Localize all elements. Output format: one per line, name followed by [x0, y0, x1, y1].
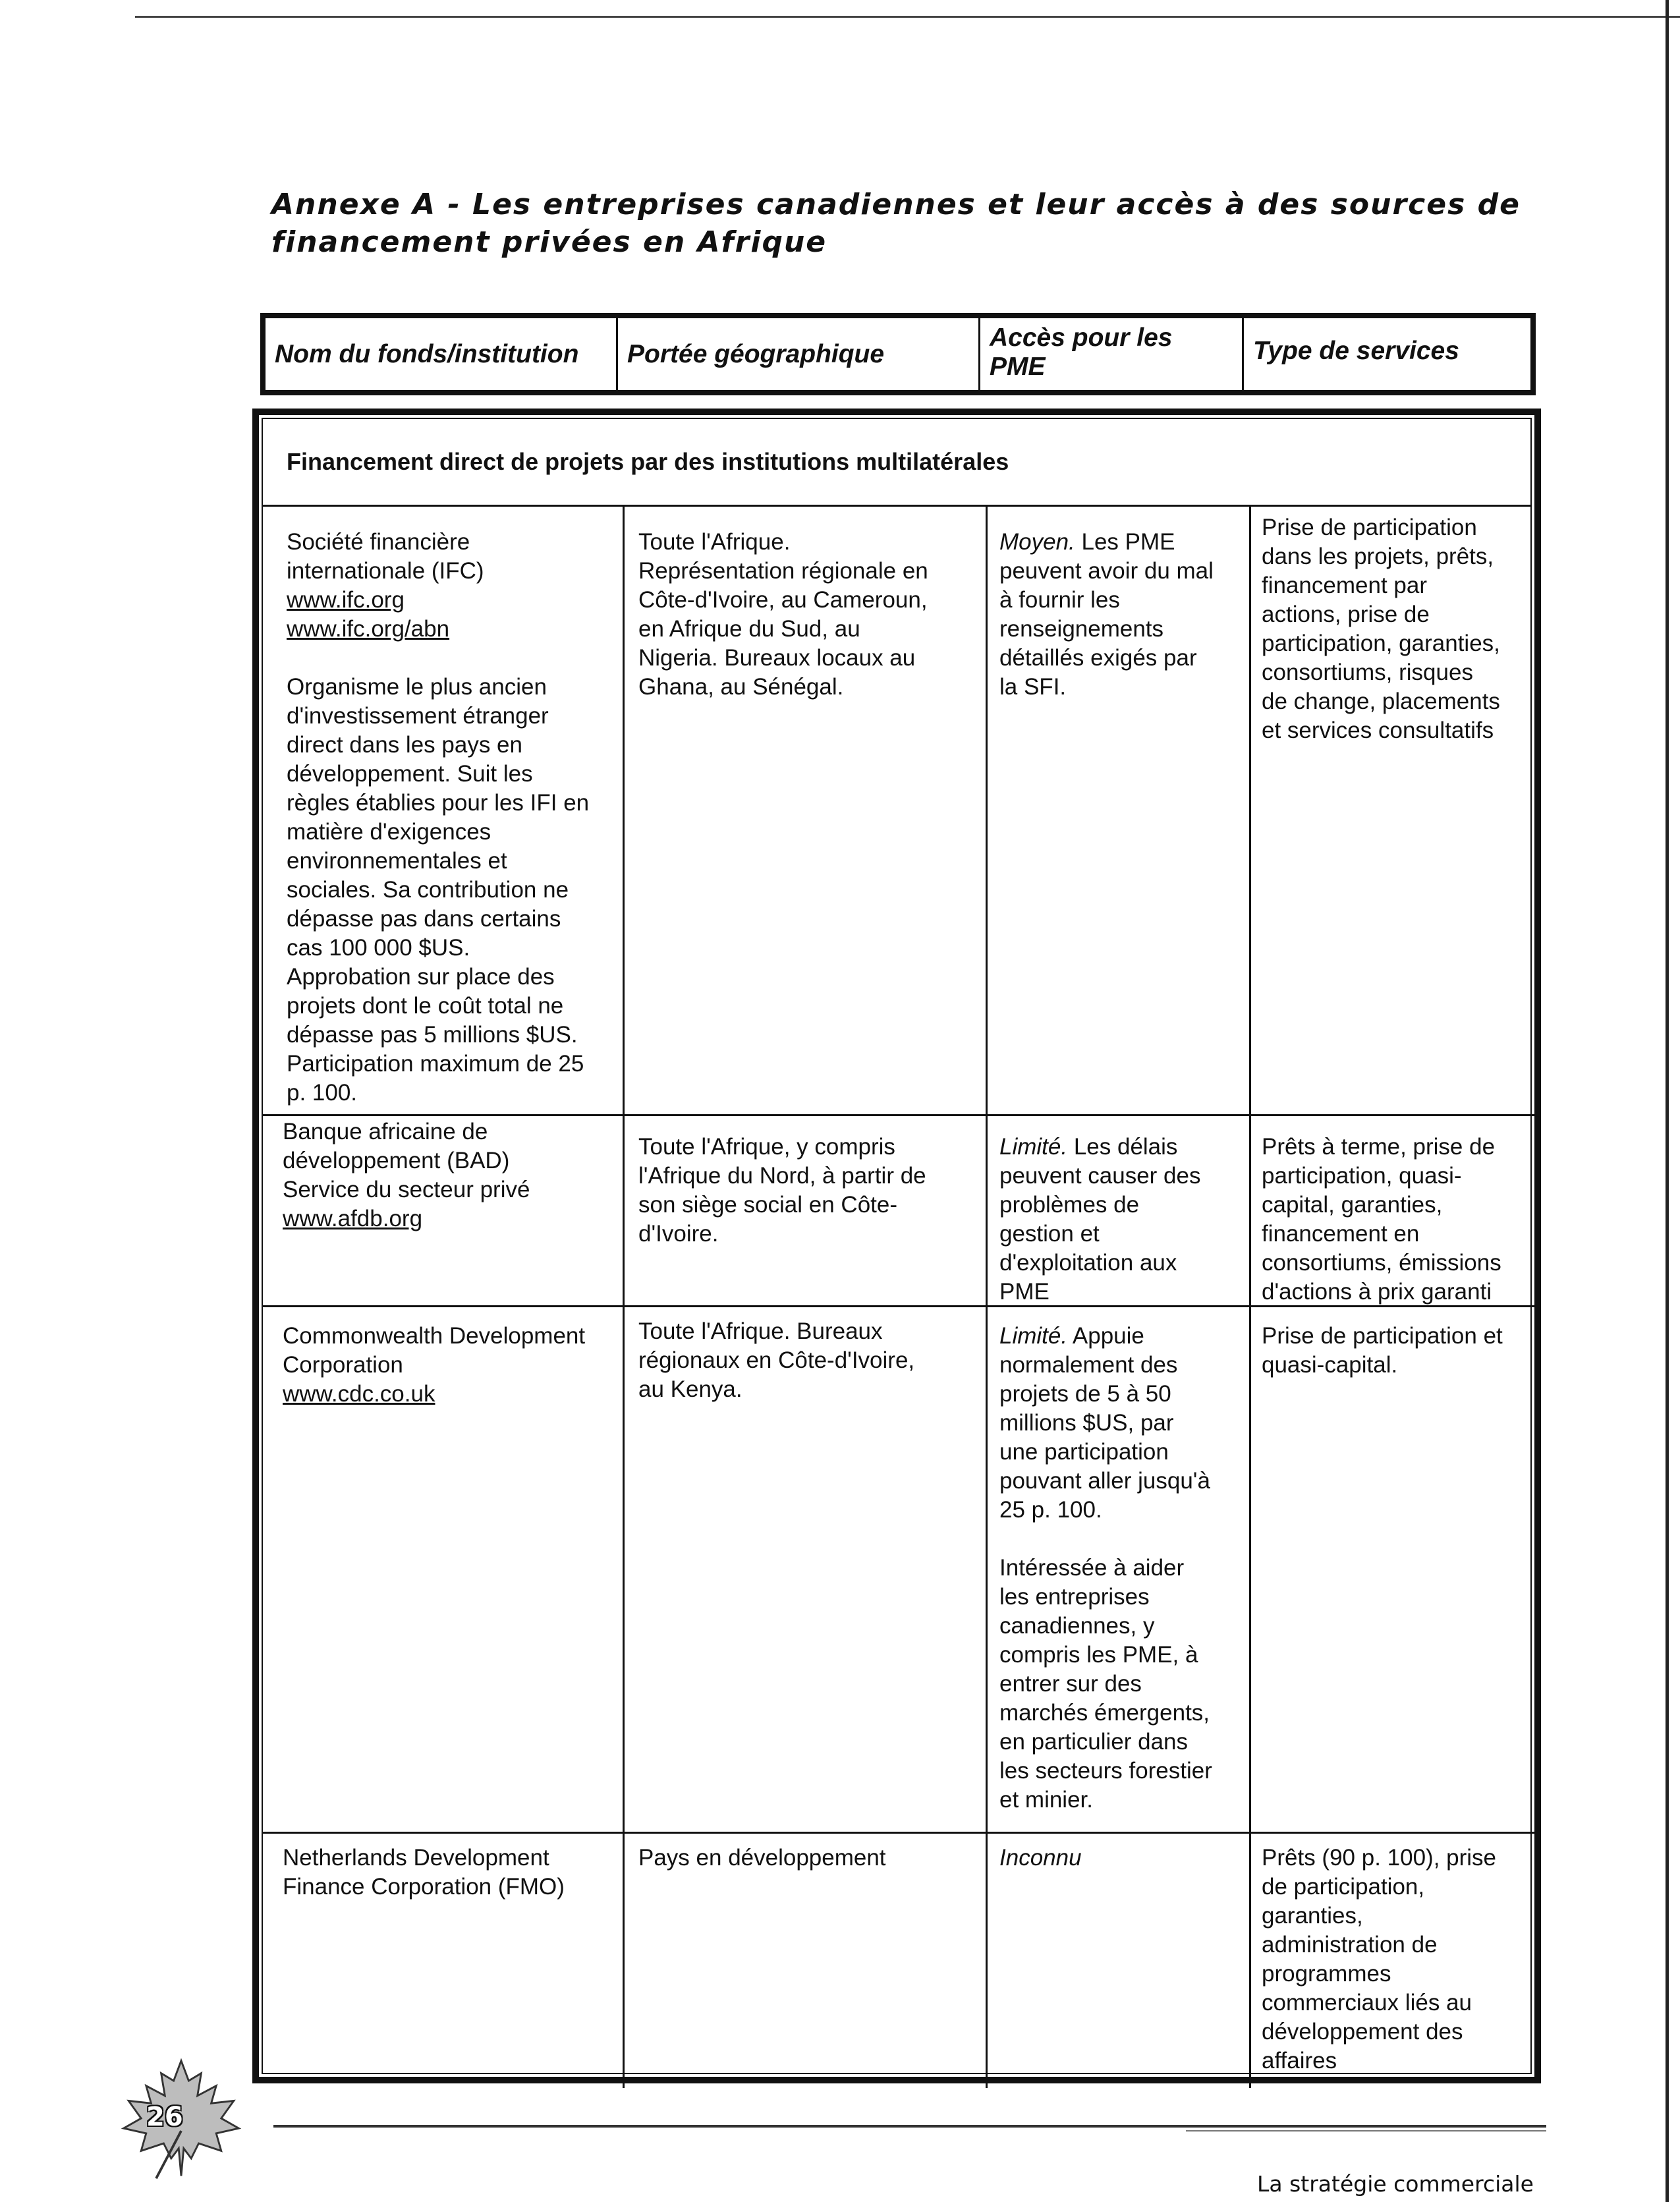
access-line: millions $US, par — [999, 1410, 1174, 1436]
services-line: programmes — [1262, 1961, 1391, 1987]
access-rating: Limité. — [999, 1134, 1068, 1160]
services-line: actions, prise de — [1262, 602, 1430, 627]
table-row-bad-access — [999, 1133, 1246, 1307]
services-line: Prise de participation et — [1262, 1323, 1503, 1349]
desc-line: p. 100. — [287, 1080, 358, 1106]
header-name: Nom du fonds/institution — [275, 339, 579, 368]
scope-line: au Kenya. — [638, 1376, 742, 1402]
footer-rule-secondary — [1186, 2130, 1546, 2131]
scope-line: Représentation régionale en — [638, 558, 928, 584]
title-line-2: financement privées en Afrique — [271, 225, 827, 259]
table-row-bad-scope — [638, 1133, 981, 1249]
access-line: Appuie — [1067, 1323, 1144, 1349]
table-row-fmo-services — [1262, 1844, 1538, 2075]
table-header — [260, 313, 1536, 395]
desc-line: sociales. Sa contribution ne — [287, 877, 569, 903]
access-line: compris les PME, à — [999, 1642, 1198, 1668]
section-header-row — [263, 419, 1530, 507]
top-rule — [135, 16, 1680, 18]
link-ifc-abn[interactable]: www.ifc.org/abn — [287, 616, 450, 642]
services-line: financement en — [1262, 1221, 1420, 1247]
services-line: affaires — [1262, 2048, 1337, 2074]
desc-line: Organisme le plus ancien — [287, 674, 547, 700]
access-line: peuvent causer des — [999, 1163, 1201, 1189]
title-line-1: Annexe A - Les entreprises canadiennes et leur accès à des sources de — [271, 188, 1521, 221]
desc-line: projets dont le coût total ne — [287, 993, 564, 1019]
scope-line: d'Ivoire. — [638, 1221, 719, 1247]
table-row-cdc-services — [1262, 1322, 1538, 1380]
scope-line: régionaux en Côte-d'Ivoire, — [638, 1347, 915, 1373]
table-row-cdc-access — [999, 1322, 1246, 1815]
column-divider — [623, 507, 625, 2088]
services-line: capital, garanties, — [1262, 1192, 1443, 1218]
row-name-line: Banque africaine de — [283, 1119, 488, 1144]
row-name-line: développement (BAD) — [283, 1148, 510, 1173]
desc-line: dépasse pas 5 millions $US. — [287, 1022, 578, 1048]
desc-line: Participation maximum de 25 — [287, 1051, 584, 1077]
access-line: Les délais — [1067, 1134, 1178, 1160]
table-row-ifc-services — [1262, 513, 1538, 745]
services-line: quasi-capital. — [1262, 1352, 1398, 1378]
section-title: Financement direct de projets par des institutions multilatérales — [287, 448, 1009, 475]
desc-line: direct dans les pays en — [287, 732, 522, 758]
access-rating: Moyen. — [999, 529, 1075, 555]
access-line: projets de 5 à 50 — [999, 1381, 1171, 1407]
link-cdc[interactable]: www.cdc.co.uk — [283, 1381, 435, 1407]
header-services: Type de services — [1253, 337, 1459, 365]
scope-line: l'Afrique du Nord, à partir de — [638, 1163, 926, 1189]
scope-line: Ghana, au Sénégal. — [638, 674, 844, 700]
scope-line: Toute l'Afrique. — [638, 529, 791, 555]
services-line: de participation, — [1262, 1874, 1425, 1900]
access-line: 25 p. 100. — [999, 1497, 1102, 1523]
services-line: consortiums, émissions — [1262, 1250, 1501, 1276]
scope-line: Côte-d'Ivoire, au Cameroun, — [638, 587, 928, 613]
link-afdb[interactable]: www.afdb.org — [283, 1206, 423, 1231]
access-rating: Limité. — [999, 1323, 1068, 1349]
row-name-line: Service du secteur privé — [283, 1177, 530, 1202]
services-line: administration de — [1262, 1932, 1438, 1958]
access-line: et minier. — [999, 1787, 1093, 1813]
desc-line: règles établies pour les IFI en — [287, 790, 590, 816]
access-line: renseignements — [999, 616, 1164, 642]
access-line: en particulier dans — [999, 1729, 1188, 1755]
scope-line: Nigeria. Bureaux locaux au — [638, 645, 916, 671]
desc-line: cas 100 000 $US. — [287, 935, 470, 961]
desc-line: matière d'exigences — [287, 819, 491, 845]
table-row-ifc-access — [999, 528, 1246, 702]
access-line: PME — [999, 1279, 1050, 1305]
services-line: Prêts à terme, prise de — [1262, 1134, 1496, 1160]
access-line: normalement des — [999, 1352, 1178, 1378]
data-table — [252, 409, 1541, 2083]
scope-line: en Afrique du Sud, au — [638, 616, 860, 642]
services-line: participation, garanties, — [1262, 631, 1500, 656]
table-row-fmo-name — [283, 1844, 619, 1902]
services-line: d'actions à prix garanti — [1262, 1279, 1492, 1305]
services-line: financement par — [1262, 573, 1427, 598]
services-line: dans les projets, prêts, — [1262, 544, 1494, 569]
scope-line: Toute l'Afrique. Bureaux — [638, 1318, 883, 1344]
row-divider — [263, 1114, 1537, 1116]
access-line: pouvant aller jusqu'à — [999, 1468, 1210, 1494]
scope-line: Toute l'Afrique, y compris — [638, 1134, 895, 1160]
table-row-bad-name — [283, 1117, 615, 1233]
row-name-line: Société financière — [287, 529, 470, 555]
table-row-fmo-access — [999, 1844, 1246, 1873]
access-line: Intéressée à aider — [999, 1555, 1185, 1581]
access-line: problèmes de — [999, 1192, 1140, 1218]
access-line: détaillés exigés par — [999, 645, 1197, 671]
desc-line: d'investissement étranger — [287, 703, 549, 729]
access-line: marchés émergents, — [999, 1700, 1210, 1726]
services-line: participation, quasi- — [1262, 1163, 1462, 1189]
access-line: une participation — [999, 1439, 1169, 1465]
row-name-line: Netherlands Development — [283, 1845, 549, 1871]
header-access: Accès pour les PME — [990, 324, 1173, 381]
access-rating: Inconnu — [999, 1845, 1082, 1871]
table-row-ifc-name — [287, 528, 616, 1108]
access-line: canadiennes, y — [999, 1613, 1155, 1639]
table-row-cdc-scope — [638, 1317, 981, 1404]
services-line: Prêts (90 p. 100), prise — [1262, 1845, 1496, 1871]
access-line: entrer sur des — [999, 1671, 1142, 1697]
scope-line: Pays en développement — [638, 1845, 886, 1871]
column-divider — [1249, 507, 1251, 2088]
row-divider — [263, 1832, 1537, 1834]
link-ifc[interactable]: www.ifc.org — [287, 587, 405, 613]
services-line: et services consultatifs — [1262, 718, 1494, 743]
page-title — [271, 186, 1523, 261]
access-line: gestion et — [999, 1221, 1100, 1247]
desc-line: Approbation sur place des — [287, 964, 555, 990]
row-name-line: internationale (IFC) — [287, 558, 484, 584]
scope-line: son siège social en Côte- — [638, 1192, 897, 1218]
services-line: de change, placements — [1262, 689, 1500, 714]
access-line: à fournir les — [999, 587, 1120, 613]
header-scope: Portée géographique — [627, 339, 885, 368]
page-number: 26 — [146, 2102, 183, 2132]
row-name-line: Corporation — [283, 1352, 403, 1378]
footer-rule — [273, 2125, 1546, 2128]
row-name-line: Commonwealth Development — [283, 1323, 586, 1349]
access-line: d'exploitation aux — [999, 1250, 1177, 1276]
services-line: Prise de participation — [1262, 515, 1477, 540]
access-line: les entreprises — [999, 1584, 1150, 1610]
access-line: Les PME — [1075, 529, 1175, 555]
table-row-bad-services — [1262, 1133, 1538, 1307]
table-row-ifc-scope — [638, 528, 981, 702]
services-line: développement des — [1262, 2019, 1463, 2045]
table-row-fmo-scope — [638, 1844, 981, 1873]
data-table-inner — [262, 418, 1532, 2074]
services-line: commerciaux liés au — [1262, 1990, 1472, 2016]
page-edge-shadow — [1666, 0, 1669, 2202]
access-line: les secteurs forestier — [999, 1758, 1212, 1784]
access-line: peuvent avoir du mal — [999, 558, 1214, 584]
running-title: La stratégie commerciale — [1257, 2171, 1534, 2197]
row-name-line: Finance Corporation (FMO) — [283, 1874, 565, 1900]
table-row-cdc-name — [283, 1322, 619, 1409]
desc-line: environnementales et — [287, 848, 507, 874]
desc-line: dépasse pas dans certains — [287, 906, 561, 932]
desc-line: développement. Suit les — [287, 761, 533, 787]
access-line: la SFI. — [999, 674, 1067, 700]
services-line: consortiums, risques — [1262, 660, 1473, 685]
column-divider — [986, 507, 988, 2088]
services-line: garanties, — [1262, 1903, 1363, 1929]
